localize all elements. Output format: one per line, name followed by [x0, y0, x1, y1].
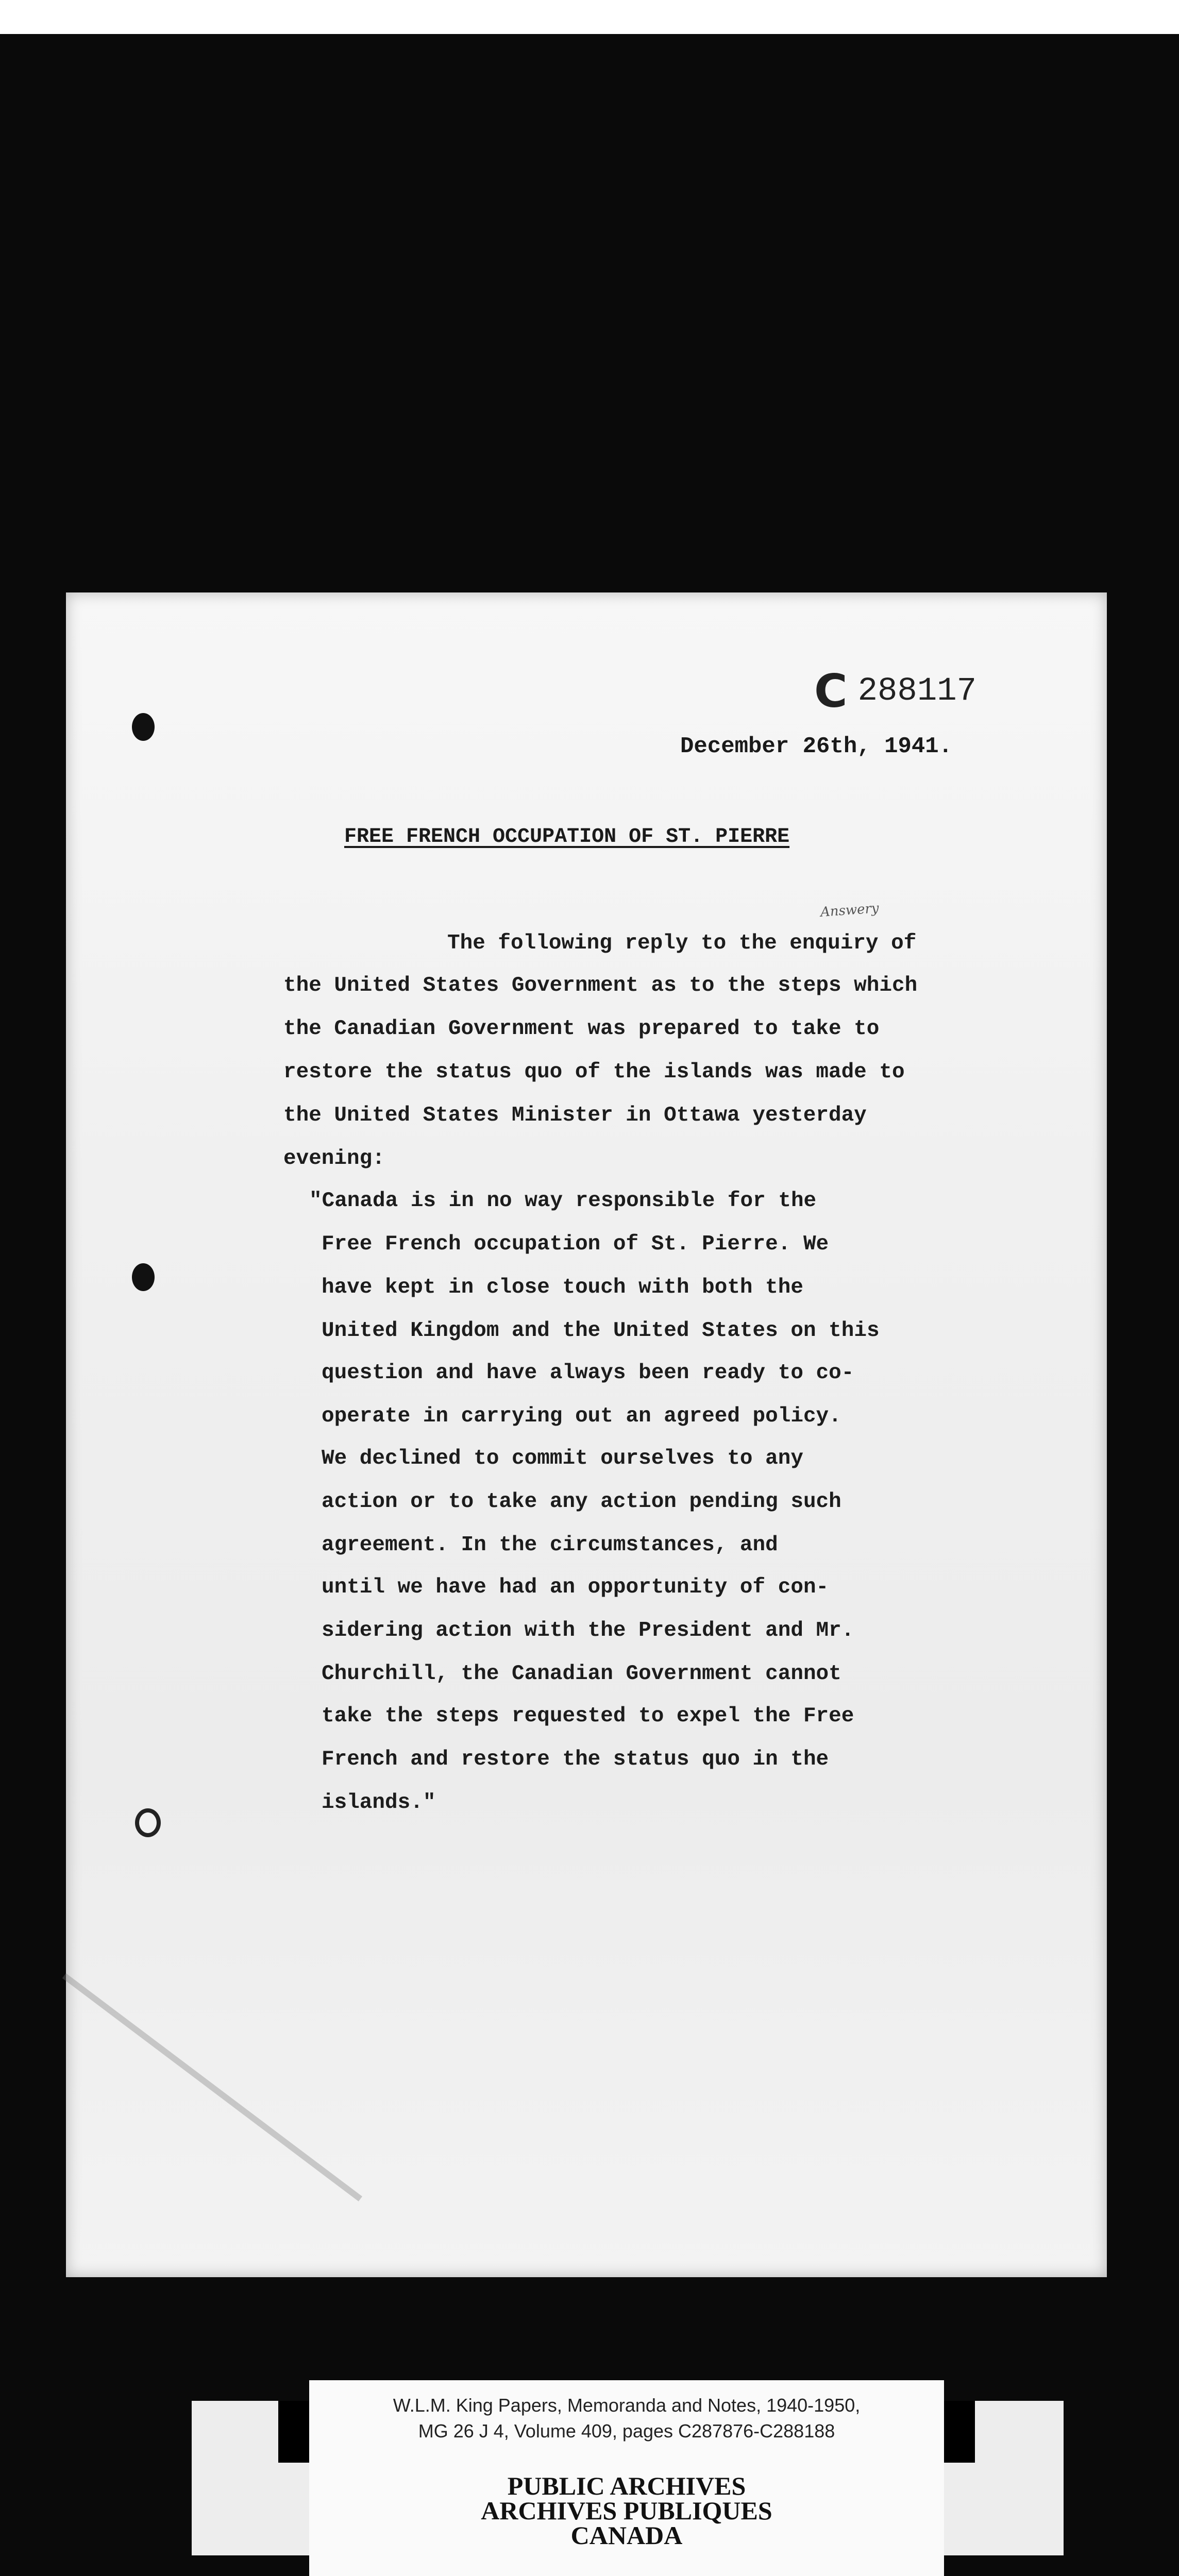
label-tab-left: [278, 2401, 309, 2463]
document-title: FREE FRENCH OCCUPATION OF ST. PIERRE: [344, 825, 790, 849]
punch-hole-top: [132, 713, 155, 741]
quote-line: have kept in close touch with both the: [322, 1276, 803, 1299]
stamp-number: 288117: [857, 672, 977, 710]
handwritten-annotation: Answery: [820, 901, 880, 920]
quote-line: Churchill, the Canadian Government cannot: [322, 1662, 841, 1686]
archives-line-1: PUBLIC ARCHIVES: [507, 2471, 746, 2500]
paragraph-line: restore the status quo of the islands was made to: [283, 1060, 905, 1084]
quote-line: We declined to commit ourselves to any: [322, 1447, 803, 1470]
quote-line: islands.": [322, 1791, 436, 1815]
citation-line-1: W.L.M. King Papers, Memoranda and Notes, 1940-1950,: [393, 2395, 861, 2416]
quote-line: action or to take any action pending such: [322, 1490, 841, 1514]
quote-line: United Kingdom and the United States on this: [322, 1319, 880, 1343]
paragraph-line: The following reply to the enquiry of: [447, 931, 917, 955]
paragraph-line: evening:: [283, 1147, 385, 1171]
quote-line: operate in carrying out an agreed policy.: [322, 1404, 841, 1428]
paragraph-line: the United States Minister in Ottawa yesterday: [283, 1104, 867, 1127]
quote-line: agreement. In the circumstances, and: [322, 1533, 778, 1557]
stamp-letter: C: [814, 665, 848, 718]
archives-line-3: CANADA: [570, 2521, 683, 2550]
top-white-strip: [0, 0, 1179, 34]
quote-line: French and restore the status quo in the: [322, 1748, 829, 1771]
document-date: December 26th, 1941.: [680, 734, 953, 759]
quote-line: take the steps requested to expel the Free: [322, 1704, 854, 1728]
paragraph-line: the Canadian Government was prepared to take to: [283, 1017, 880, 1041]
punch-hole-bottom: [135, 1808, 161, 1837]
punch-hole-middle: [132, 1263, 155, 1291]
quote-line: Free French occupation of St. Pierre. We: [322, 1232, 829, 1256]
citation-line-2: MG 26 J 4, Volume 409, pages C287876-C288188: [418, 2420, 835, 2442]
quote-line: until we have had an opportunity of con-: [322, 1575, 829, 1599]
archives-line-2: ARCHIVES PUBLIQUES: [481, 2496, 772, 2525]
paragraph-line: the United States Government as to the steps which: [283, 974, 918, 997]
quote-line: sidering action with the President and Mr.: [322, 1619, 854, 1642]
label-tab-right: [944, 2401, 975, 2463]
document-number-stamp: [814, 665, 977, 718]
quote-line: question and have always been ready to co-: [322, 1361, 854, 1385]
quote-line: "Canada is in no way responsible for the: [309, 1189, 817, 1213]
